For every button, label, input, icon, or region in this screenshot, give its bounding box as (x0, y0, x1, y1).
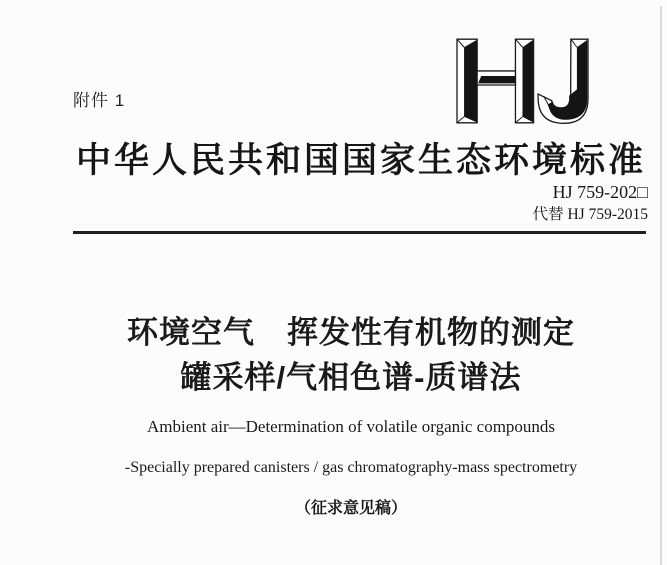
draft-note: （征求意见稿） (294, 500, 407, 517)
standard-number: HJ 759-202□ (552, 182, 648, 202)
attachment-label: 附件 1 (73, 91, 126, 110)
document-title-en-line2: -Specially prepared canisters / gas chromatography-mass spectrometry (124, 459, 578, 476)
standard-header-title: 中华人民共和国国家生态环境标准 (75, 141, 646, 180)
header-rule (73, 231, 646, 234)
hj-logo-graphic (456, 37, 590, 126)
document-title-en-line1: Ambient air—Determination of volatile organic compounds (146, 417, 556, 436)
document-title-cn-line2: 罐采样/气相色谱-质谱法 (180, 360, 522, 395)
document-title-cn-line1: 环境空气 挥发性有机物的测定 (127, 315, 575, 350)
standard-replaces: 代替 HJ 759-2015 (532, 206, 648, 223)
standard-number-block (533, 181, 648, 226)
hj-logo (456, 37, 590, 126)
scan-edge (660, 6, 662, 565)
